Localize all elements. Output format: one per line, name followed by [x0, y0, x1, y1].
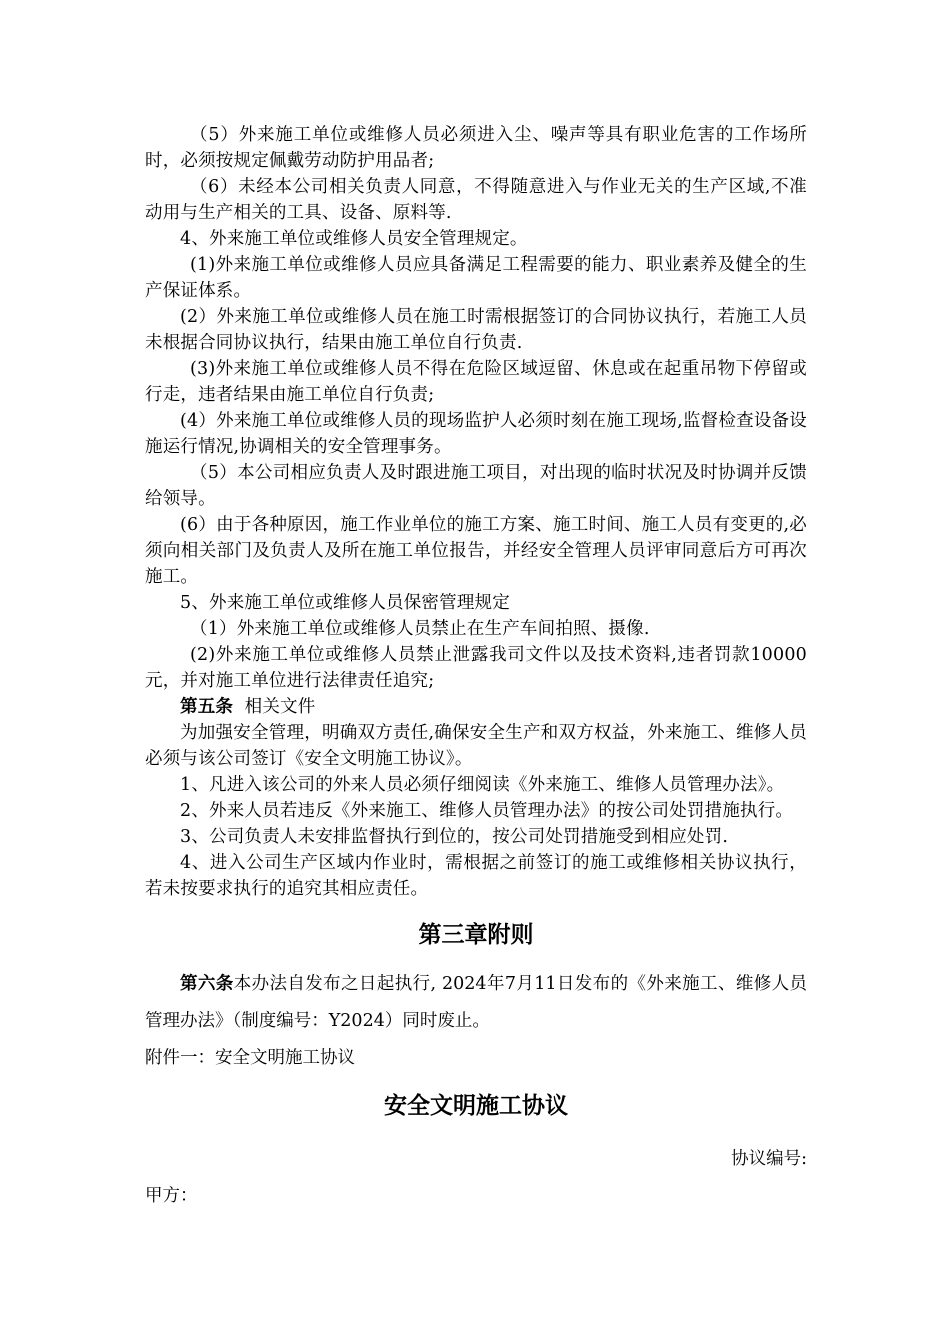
attachment-note: 附件一：安全文明施工协议	[145, 1048, 355, 1068]
article-label: 第五条	[180, 697, 234, 717]
paragraph: （5）外来施工单位或维修人员必须进入尘、噪声等具有职业危害的工作场所时，必须按规定佩戴劳动防护用品者;	[145, 125, 807, 171]
paragraph: (2)外来施工单位或维修人员禁止泄露我司文件以及技术资料,违者罚款10000元，并对施工单位进行法律责任追究;	[145, 645, 807, 691]
paragraph: (2）外来施工单位或维修人员在施工时需根据签订的合同协议执行，若施工人员未根据合同协议执行，结果由施工单位自行负责.	[145, 307, 807, 353]
paragraph: (1)外来施工单位或维修人员应具备满足工程需要的能力、职业素养及健全的生产保证体系。	[145, 255, 807, 301]
party-a: 甲方：	[145, 1186, 198, 1206]
paragraph: （5）本公司相应负责人及时跟进施工项目，对出现的临时状况及时协调并反馈给领导。	[145, 463, 807, 509]
paragraph: 3、公司负责人未安排监督执行到位的，按公司处罚措施受到相应处罚.	[180, 827, 729, 847]
paragraph: (6）由于各种原因，施工作业单位的施工方案、施工时间、施工人员有变更的,必须向相关部门及负责人及所在施工单位报告，并经安全管理人员评审同意后方可再次施工。	[145, 515, 807, 587]
article-5-heading	[145, 694, 807, 720]
article-label: 第六条	[180, 974, 234, 994]
section-heading: 5、外来施工单位或维修人员保密管理规定	[180, 593, 510, 613]
paragraph: 2、外来人员若违反《外来施工、维修人员管理办法》的按公司处罚措施执行。	[180, 801, 794, 821]
paragraph: （6）未经本公司相关负责人同意，不得随意进入与作业无关的生产区域,不准动用与生产相关的工具、设备、原料等.	[145, 177, 807, 223]
paragraph: (3)外来施工单位或维修人员不得在危险区域逗留、休息或在起重吊物下停留或行走，违者结果由施工单位自行负责;	[145, 359, 807, 405]
article-text: 本办法自发布之日起执行, 2024年7月11日发布的《外来施工、维修人员管理办法》（制度编号：Y2024）同时废止。	[145, 974, 808, 1031]
paragraph: 1、凡进入该公司的外来人员必须仔细阅读《外来施工、维修人员管理办法》。	[180, 775, 785, 795]
paragraph: 为加强安全管理，明确双方责任,确保安全生产和双方权益，外来施工、维修人员必须与该公司签订《安全文明施工协议》。	[145, 723, 807, 769]
chapter-title: 第三章附则	[418, 921, 534, 948]
document-page	[145, 122, 807, 1215]
section-heading: 4、外来施工单位或维修人员安全管理规定。	[180, 229, 528, 249]
paragraph: (4）外来施工单位或维修人员的现场监护人必须时刻在施工现场,监督检查设备设施运行情况,协调相关的安全管理事务。	[145, 411, 807, 457]
paragraph: （1）外来施工单位或维修人员禁止在生产车间拍照、摄像.	[190, 619, 650, 639]
paragraph: 4、进入公司生产区域内作业时，需根据之前签订的施工或维修相关协议执行，若未按要求执行的追究其相应责任。	[145, 853, 807, 899]
agreement-number: 协议编号:	[731, 1149, 807, 1169]
agreement-title: 安全文明施工协议	[384, 1092, 568, 1119]
article-6	[145, 966, 807, 1040]
article-title: 相关文件	[244, 697, 316, 717]
